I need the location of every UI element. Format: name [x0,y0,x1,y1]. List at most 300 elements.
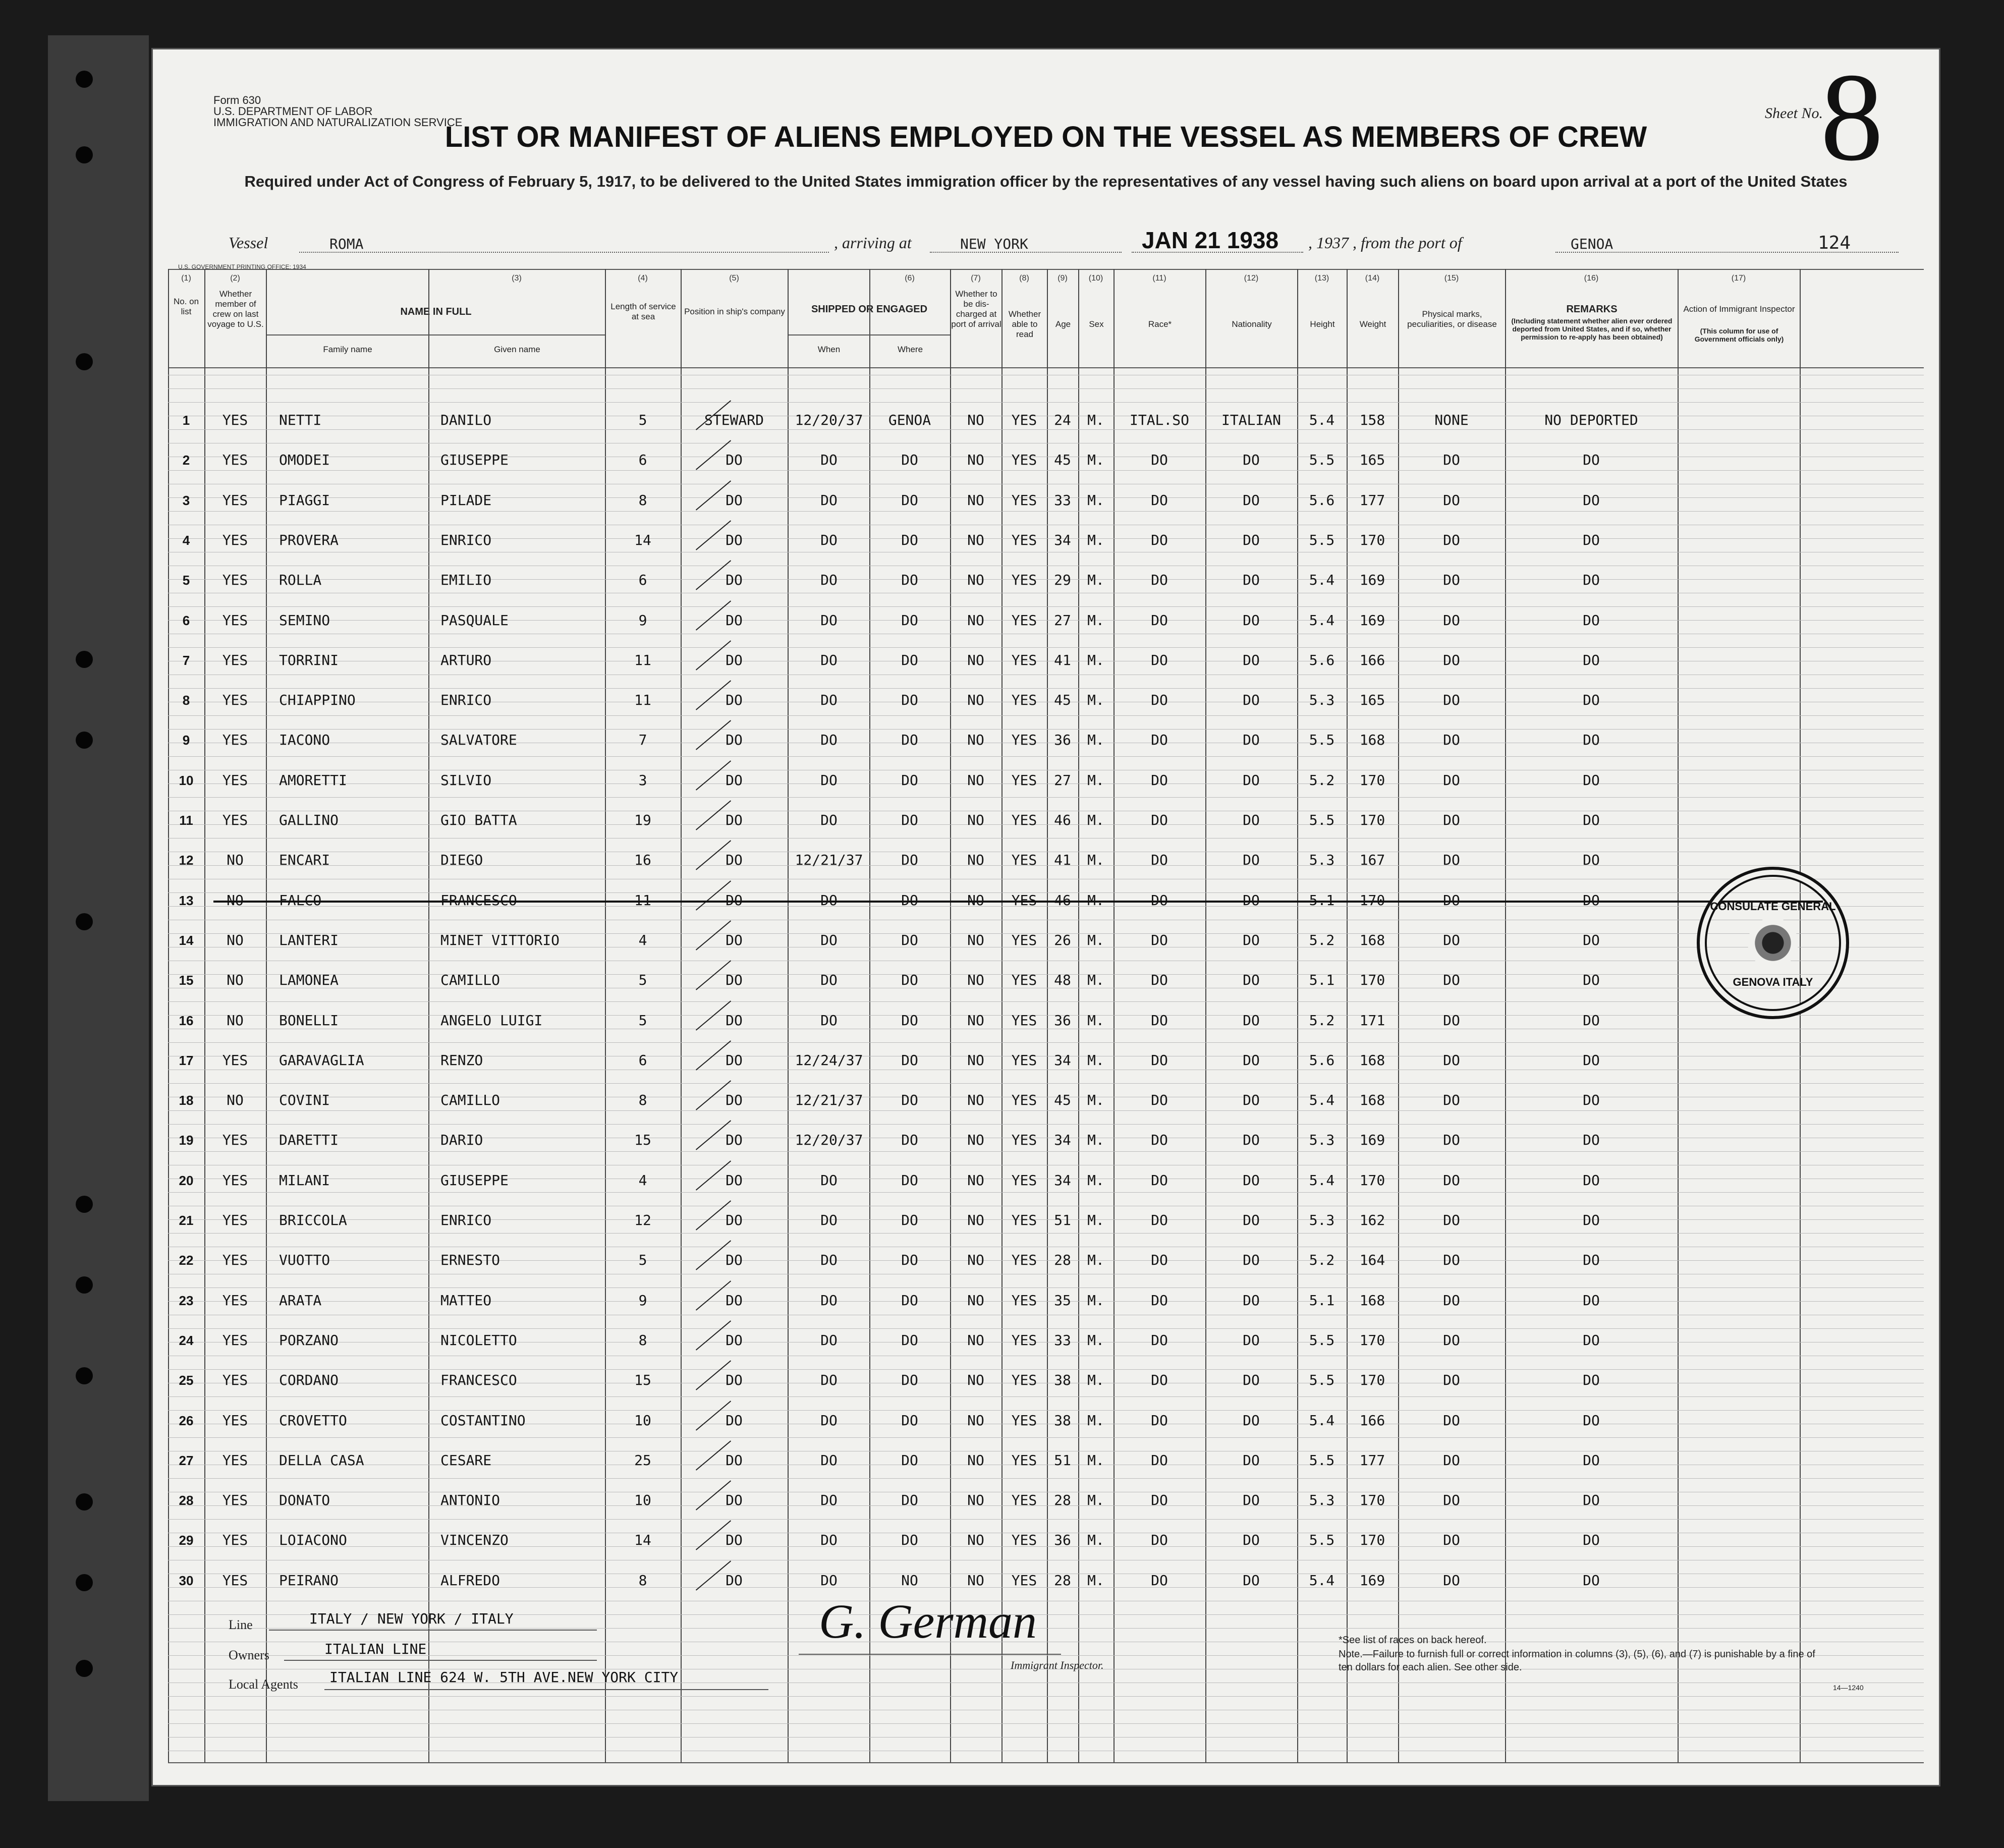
age-value: 38 [1054,1412,1071,1429]
physical-marks-value: DO [1443,1252,1460,1269]
last-voyage-value: YES [222,1292,248,1309]
row-number: 9 [182,733,190,748]
service-length: 19 [634,812,651,828]
shipped-where: DO [901,972,918,989]
last-voyage-value: YES [222,1532,248,1549]
nationality-value: DO [1243,1092,1260,1109]
service-length: 8 [638,1092,647,1109]
weight-value: 168 [1359,1051,1385,1069]
weight-value: 177 [1359,491,1385,509]
shipped-where: DO [901,852,918,869]
shipped-where: DO [901,1492,918,1509]
sex-value: M. [1087,1292,1104,1309]
last-voyage-value: YES [222,692,248,709]
shipped-when: DO [820,812,838,828]
remarks-value: DO [1583,812,1600,828]
column-number: (12) [1244,274,1259,283]
service-length: 11 [634,891,651,909]
family-name: FALCO [279,891,322,909]
agents-label: Local Agents [229,1677,298,1692]
remarks-value: DO [1583,972,1600,989]
discharged-value: NO [967,812,984,828]
race-value: DO [1151,1492,1168,1509]
given-name: ENRICO [440,1212,492,1228]
weight-value: 170 [1359,1492,1385,1509]
family-name: ARATA [279,1292,322,1309]
row-number: 13 [179,892,194,908]
column-number: (13) [1314,274,1329,283]
owners-value: ITALIAN LINE [324,1641,427,1657]
service-length: 15 [634,1372,651,1389]
age-value: 45 [1054,452,1071,469]
physical-marks-value: DO [1443,1492,1460,1509]
family-name: PORZANO [279,1331,339,1349]
height-value: 5.2 [1309,771,1335,789]
family-name: AMORETTI [279,771,347,789]
physical-marks-value: DO [1443,891,1460,909]
discharged-value: NO [967,452,984,469]
sex-value: M. [1087,1412,1104,1429]
nationality-value: DO [1243,692,1260,709]
shipped-when: DO [820,1492,838,1509]
sex-value: M. [1087,931,1104,948]
shipped-when: DO [820,651,838,668]
position-value: STEWARD [704,412,764,428]
remarks-value: DO [1583,1092,1600,1109]
last-voyage-value: NO [227,972,244,989]
row-number: 8 [182,693,190,708]
discharged-value: NO [967,1212,984,1228]
sex-value: M. [1087,1331,1104,1349]
last-voyage-value: YES [222,572,248,589]
last-voyage-value: YES [222,1412,248,1429]
weight-value: 165 [1359,692,1385,709]
height-value: 5.4 [1309,611,1335,629]
header-height: Height [1310,319,1335,329]
service-length: 4 [638,931,647,948]
remarks-value: DO [1583,1051,1600,1069]
given-name: SILVIO [440,771,492,789]
shipped-where: DO [901,651,918,668]
shipped-where: DO [901,771,918,789]
eagle-emblem-icon [1748,918,1798,968]
position-value: DO [726,611,743,629]
nationality-value: DO [1243,611,1260,629]
row-number: 10 [179,772,194,788]
position-value: DO [726,1092,743,1109]
last-voyage-value: YES [222,812,248,828]
race-value: DO [1151,1252,1168,1269]
nationality-value: DO [1243,651,1260,668]
sex-value: M. [1087,1051,1104,1069]
last-voyage-value: YES [222,1132,248,1149]
column-number: (6) [905,274,915,283]
shipped-when: DO [820,732,838,749]
service-length: 5 [638,412,647,428]
discharged-value: NO [967,412,984,428]
seal-text: CONSULATE GENERAL [1710,900,1836,913]
row-number: 27 [179,1452,194,1468]
sex-value: M. [1087,1092,1104,1109]
race-value: DO [1151,572,1168,589]
physical-marks-value: NONE [1434,412,1469,428]
height-value: 5.6 [1309,1051,1335,1069]
service-length: 12 [634,1212,651,1228]
remarks-value: DO [1583,1252,1600,1269]
age-value: 33 [1054,1331,1071,1349]
row-number: 15 [179,973,194,988]
header-race: Race* [1148,319,1172,329]
family-name: GALLINO [279,812,339,828]
shipped-where: DO [901,452,918,469]
last-voyage-value: YES [222,771,248,789]
position-value: DO [726,1492,743,1509]
able-read-value: YES [1011,771,1037,789]
discharged-value: NO [967,1132,984,1149]
header-shipped-engaged: SHIPPED OR ENGAGED [811,304,928,315]
column-rule [1800,269,1801,1762]
nationality-value: DO [1243,1171,1260,1189]
shipped-where: DO [901,732,918,749]
service-length: 9 [638,611,647,629]
shipped-when: DO [820,1252,838,1269]
family-name: PEIRANO [279,1572,339,1589]
remarks-value: DO [1583,1171,1600,1189]
shipped-when: 12/20/37 [795,412,863,428]
sex-value: M. [1087,1372,1104,1389]
column-number: (8) [1019,274,1029,283]
position-value: DO [726,1451,743,1469]
sex-value: M. [1087,972,1104,989]
line-value: ITALY / NEW YORK / ITALY [309,1610,514,1627]
position-value: DO [726,531,743,548]
able-read-value: YES [1011,1451,1037,1469]
last-voyage-value: NO [227,1012,244,1029]
sex-value: M. [1087,812,1104,828]
arriving-label: , arriving at [834,234,912,252]
sex-value: M. [1087,531,1104,548]
row-number: 19 [179,1133,194,1148]
nationality-value: DO [1243,1492,1260,1509]
height-value: 5.4 [1309,1092,1335,1109]
position-value: DO [726,732,743,749]
remarks-value: DO [1583,1412,1600,1429]
weight-value: 167 [1359,852,1385,869]
header-no-on-list: No. on list [173,297,199,316]
physical-marks-value: DO [1443,1412,1460,1429]
shipped-where: DO [901,1092,918,1109]
shipped-when: DO [820,1292,838,1309]
height-value: 5.4 [1309,1412,1335,1429]
able-read-value: YES [1011,491,1037,509]
height-value: 5.5 [1309,1331,1335,1349]
shipped-where: DO [901,1412,918,1429]
weight-value: 170 [1359,1331,1385,1349]
row-number: 20 [179,1172,194,1188]
header-remarks: REMARKS [1566,304,1618,315]
nationality-value: ITALIAN [1221,412,1281,428]
penalty-note: Note.—Failure to furnish full or correct information in columns (3), (5), (6), and (7) is punishable by a fine of ten dollars for each alien. See other side. [1339,1649,1815,1673]
shipped-where: DO [901,611,918,629]
able-read-value: YES [1011,1292,1037,1309]
nationality-value: DO [1243,1451,1260,1469]
last-voyage-value: YES [222,452,248,469]
shipped-when: DO [820,1331,838,1349]
position-value: DO [726,1212,743,1228]
last-voyage-value: YES [222,1051,248,1069]
race-value: DO [1151,1572,1168,1589]
sex-value: M. [1087,852,1104,869]
nationality-value: DO [1243,1051,1260,1069]
shipped-where: DO [901,1331,918,1349]
discharged-value: NO [967,732,984,749]
shipped-where: DO [901,1132,918,1149]
given-name: MATTEO [440,1292,492,1309]
family-name: BONELLI [279,1012,339,1029]
height-value: 5.3 [1309,1212,1335,1228]
position-value: DO [726,1252,743,1269]
column-number: (17) [1731,274,1746,283]
discharged-value: NO [967,1412,984,1429]
shipped-where: DO [901,1532,918,1549]
header-age: Age [1055,319,1071,329]
age-value: 36 [1054,732,1071,749]
last-voyage-value: YES [222,1492,248,1509]
nationality-value: DO [1243,1412,1260,1429]
remarks-value: DO [1583,1132,1600,1149]
able-read-value: YES [1011,812,1037,828]
family-name: CROVETTO [279,1412,347,1429]
position-value: DO [726,891,743,909]
nationality-value: DO [1243,452,1260,469]
height-value: 5.2 [1309,931,1335,948]
height-value: 5.6 [1309,491,1335,509]
position-value: DO [726,852,743,869]
page-subtitle: Required under Act of Congress of February 5, 1917, to be delivered to the United States immigration officer by the representatives of any vessel having such aliens on board upon arrival at a port of the United States [244,173,1848,190]
row-number: 21 [179,1213,194,1228]
remarks-value: DO [1583,771,1600,789]
given-name: GIO BATTA [440,812,517,828]
nationality-value: DO [1243,891,1260,909]
position-value: DO [726,1532,743,1549]
service-length: 14 [634,531,651,548]
page-total: 124 [1818,233,1851,253]
position-value: DO [726,1132,743,1149]
shipped-where: DO [901,1051,918,1069]
physical-marks-value: DO [1443,572,1460,589]
last-voyage-value: YES [222,412,248,428]
race-value: DO [1151,972,1168,989]
position-value: DO [726,1292,743,1309]
race-value: DO [1151,1292,1168,1309]
family-name: DELLA CASA [279,1451,364,1469]
age-value: 26 [1054,931,1071,948]
given-name: ENRICO [440,531,492,548]
last-voyage-value: YES [222,651,248,668]
height-value: 5.1 [1309,1292,1335,1309]
remarks-value: DO [1583,1372,1600,1389]
given-name: ANGELO LUIGI [440,1012,543,1029]
able-read-value: YES [1011,1532,1037,1549]
position-value: DO [726,931,743,948]
weight-value: 170 [1359,812,1385,828]
race-value: DO [1151,651,1168,668]
physical-marks-value: DO [1443,1451,1460,1469]
weight-value: 170 [1359,1171,1385,1189]
row-number: 3 [182,492,190,508]
discharged-value: NO [967,931,984,948]
row-number: 25 [179,1373,194,1388]
discharged-value: NO [967,972,984,989]
family-name: PROVERA [279,531,339,548]
given-name: GIUSEPPE [440,1171,509,1189]
column-number: (1) [181,274,191,283]
shipped-where: DO [901,1171,918,1189]
sex-value: M. [1087,1451,1104,1469]
service-length: 8 [638,1331,647,1349]
race-value: DO [1151,812,1168,828]
row-number: 2 [182,453,190,468]
height-value: 5.1 [1309,972,1335,989]
shipped-when: DO [820,972,838,989]
shipped-when: DO [820,531,838,548]
able-read-value: YES [1011,572,1037,589]
shipped-when: DO [820,1372,838,1389]
binder-hole [76,1493,93,1510]
races-note: *See list of races on back hereof. [1339,1635,1487,1646]
remarks-value: DO [1583,891,1600,909]
remarks-value: DO [1583,1331,1600,1349]
row-number: 23 [179,1293,194,1308]
nationality-value: DO [1243,1331,1260,1349]
family-name: CHIAPPINO [279,692,356,709]
position-value: DO [726,1012,743,1029]
nationality-value: DO [1243,1572,1260,1589]
given-name: DARIO [440,1132,483,1149]
remarks-value: DO [1583,452,1600,469]
weight-value: 170 [1359,1532,1385,1549]
physical-marks-value: DO [1443,1532,1460,1549]
given-name: ARTURO [440,651,492,668]
physical-marks-value: DO [1443,1292,1460,1309]
discharged-value: NO [967,1372,984,1389]
family-name: ROLLA [279,572,322,589]
able-read-value: YES [1011,452,1037,469]
discharged-value: NO [967,771,984,789]
binder-hole [76,146,93,163]
race-value: DO [1151,1092,1168,1109]
age-value: 36 [1054,1012,1071,1029]
height-value: 5.5 [1309,1372,1335,1389]
sex-value: M. [1087,651,1104,668]
sex-value: M. [1087,1532,1104,1549]
sex-value: M. [1087,732,1104,749]
nationality-value: DO [1243,732,1260,749]
age-value: 28 [1054,1572,1071,1589]
column-number: (11) [1152,274,1166,283]
age-value: 35 [1054,1292,1071,1309]
row-number: 11 [179,813,193,828]
position-value: DO [726,572,743,589]
sex-value: M. [1087,491,1104,509]
shipped-where: DO [901,1451,918,1469]
physical-marks-value: DO [1443,1092,1460,1109]
given-name: GIUSEPPE [440,452,509,469]
physical-marks-value: DO [1443,972,1460,989]
header-remarks-note: (Including statement whether alien ever ordered deported from United States, and if so, whether permission to re-apply has been obtained) [1511,317,1673,341]
physical-marks-value: DO [1443,1171,1460,1189]
given-name: DANILO [440,412,492,428]
weight-value: 168 [1359,931,1385,948]
sex-value: M. [1087,611,1104,629]
race-value: DO [1151,1372,1168,1389]
able-read-value: YES [1011,692,1037,709]
service-length: 7 [638,732,647,749]
given-name: CAMILLO [440,972,500,989]
shipped-when: DO [820,931,838,948]
race-value: DO [1151,1331,1168,1349]
shipped-where: DO [901,931,918,948]
remarks-value: DO [1583,491,1600,509]
header-family-name: Family name [323,345,372,354]
last-voyage-value: YES [222,1212,248,1228]
header-able-read: Whether able to read [1008,309,1041,339]
vessel-line [153,227,1939,259]
height-value: 5.4 [1309,572,1335,589]
binder-hole [76,1196,93,1213]
age-value: 36 [1054,1532,1071,1549]
column-number: (5) [729,274,739,283]
sex-value: M. [1087,692,1104,709]
arrival-date-stamp: JAN 21 1938 [1142,227,1279,253]
position-value: DO [726,972,743,989]
row-number: 16 [179,1013,194,1028]
physical-marks-value: DO [1443,1331,1460,1349]
weight-value: 162 [1359,1212,1385,1228]
row-number: 5 [182,573,190,588]
shipped-when: DO [820,1212,838,1228]
header-nationality: Nationality [1232,319,1272,329]
able-read-value: YES [1011,1212,1037,1228]
header-position: Position in ship's company [684,307,785,316]
service-length: 5 [638,1012,647,1029]
able-read-value: YES [1011,531,1037,548]
header-name-in-full: NAME IN FULL [400,306,472,317]
last-voyage-value: YES [222,1171,248,1189]
service-length: 5 [638,1252,647,1269]
shipped-where: GENOA [888,412,931,428]
age-value: 41 [1054,651,1071,668]
discharged-value: NO [967,1451,984,1469]
able-read-value: YES [1011,1331,1037,1349]
shipped-where: DO [901,531,918,548]
position-value: DO [726,1171,743,1189]
able-read-value: YES [1011,1372,1037,1389]
shipped-where: DO [901,572,918,589]
agents-value: ITALIAN LINE 624 W. 5TH AVE.NEW YORK CITY [329,1669,679,1686]
service-length: 10 [634,1412,651,1429]
weight-value: 166 [1359,1412,1385,1429]
last-voyage-value: NO [227,891,244,909]
age-value: 46 [1054,891,1071,909]
age-value: 28 [1054,1492,1071,1509]
physical-marks-value: DO [1443,1212,1460,1228]
height-value: 5.2 [1309,1252,1335,1269]
crew-table [168,269,1924,1772]
row-number: 12 [179,853,194,868]
height-value: 5.3 [1309,1132,1335,1149]
last-voyage-value: YES [222,611,248,629]
